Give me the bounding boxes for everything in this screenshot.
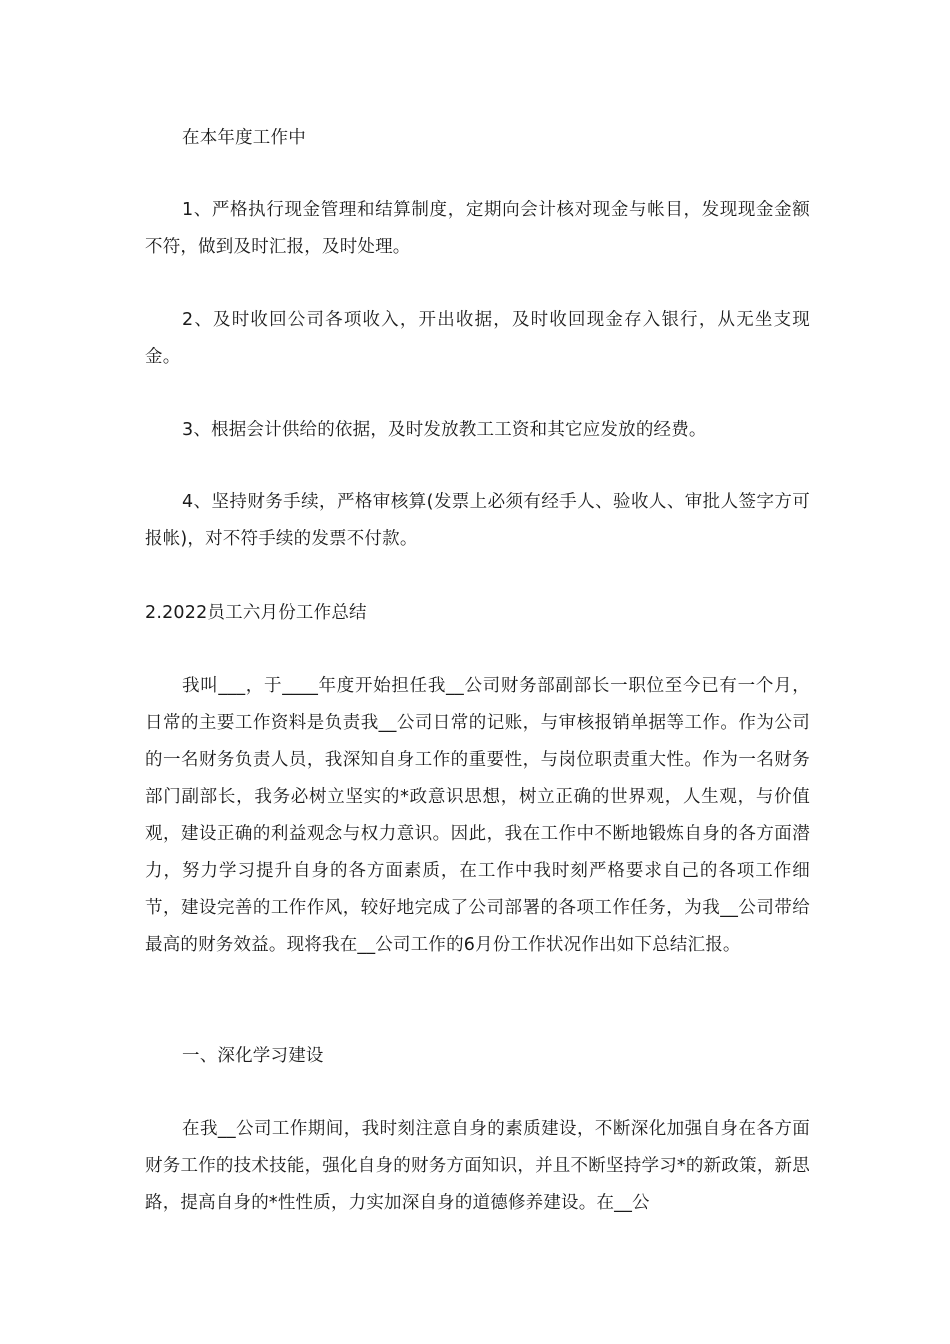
intro-heading: 在本年度工作中 xyxy=(182,128,306,148)
list-item-4: 4、坚持财务手续，严格审核算(发票上必须有经手人、验收人、审批人签字方可报帐)，对不符手续的发票不付款。 xyxy=(145,492,810,549)
body-paragraph-2: 在我__公司工作期间，我时刻注意自身的素质建设，不断深化加强自身在各方面财务工作的技术技能，强化自身的财务方面知识，并且不断坚持学习*的新政策，新思路，提高自身的*性性质，力实加深自身的道德修养建设。在__公 xyxy=(145,1119,810,1213)
body-paragraph: 我叫___，于____年度开始担任我__公司财务部副部长一职位至今已有一个月，日常的主要工作资料是负责我__公司日常的记账，与审核报销单据等工作。作为公司的一名财务负责人员，我深知自身工作的重要性，与岗位职责重大性。作为一名财务部门副部长，我务必树立坚实的*政意识思想，树立正确的世界观，人生观，与价值观，建设正确的利益观念与权力意识。因此，我在工作中不断地锻炼自身的各方面潜力，努力学习提升自身的各方面素质，在工作中我时刻严格要求自己的各项工作细节，建设完善的工作作风，较好地完成了公司部署的各项工作任务，为我__公司带给最高的财务效益。现将我在__公司工作的6月份工作状况作出如下总结汇报。 xyxy=(145,676,810,955)
list-item-1: 1、严格执行现金管理和结算制度，定期向会计核对现金与帐目，发现现金金额不符，做到及时汇报，及时处理。 xyxy=(145,200,810,257)
subheading: 一、深化学习建设 xyxy=(182,1046,324,1066)
list-item-3: 3、根据会计供给的依据，及时发放教工工资和其它应发放的经费。 xyxy=(182,420,707,440)
section-title: 2.2022员工六月份工作总结 xyxy=(145,603,367,623)
list-item-2: 2、及时收回公司各项收入，开出收据，及时收回现金存入银行，从无坐支现金。 xyxy=(145,310,810,367)
